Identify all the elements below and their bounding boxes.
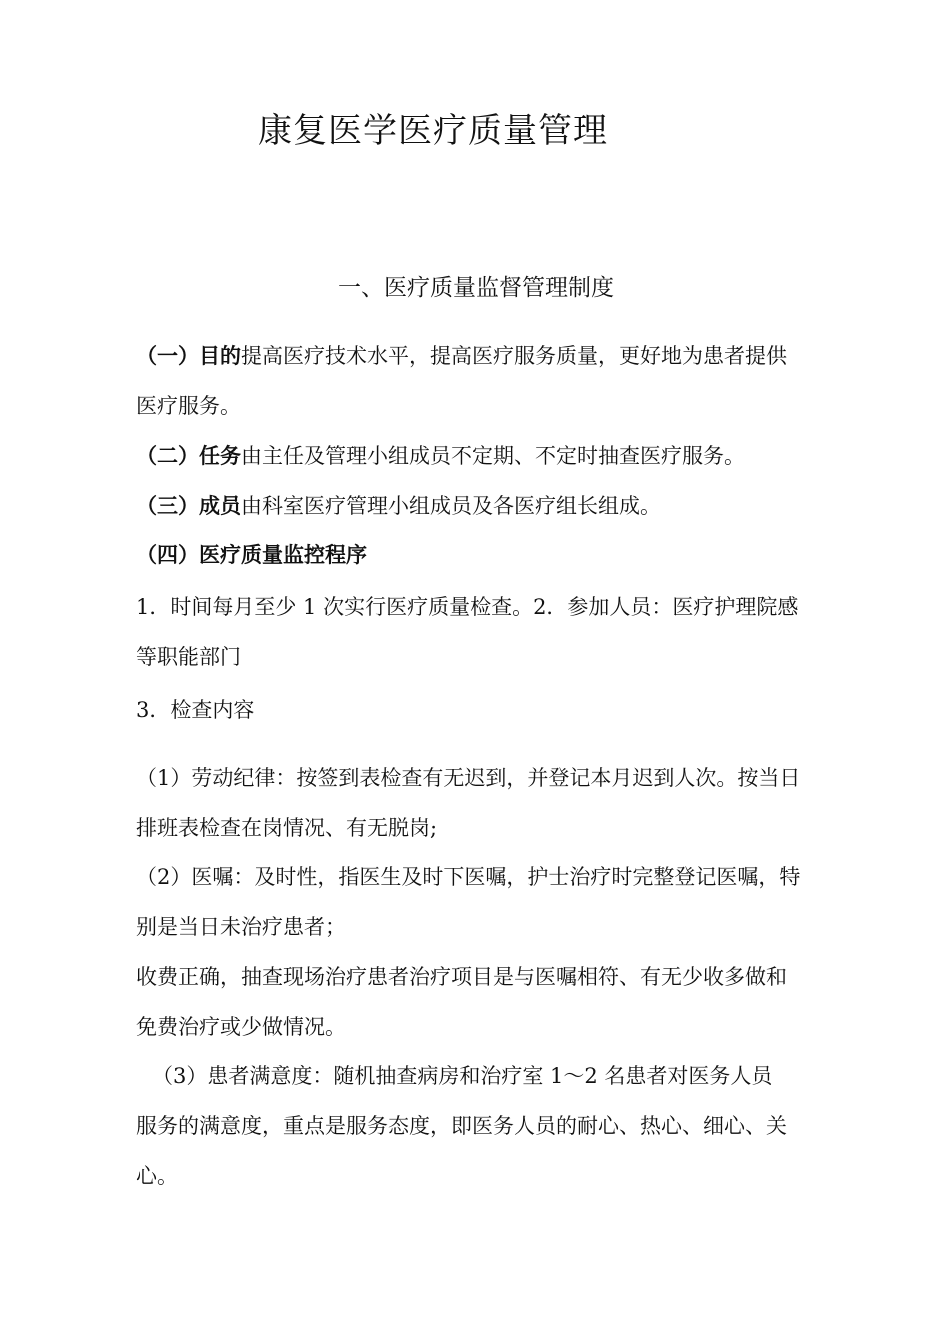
purpose-paragraph-line2: 医疗服务。: [136, 394, 241, 418]
procedure-heading: （四）医疗质量监控程序: [136, 543, 367, 567]
content-heading: 3．检查内容: [136, 698, 255, 722]
satisfaction-paragraph-line2: 服务的满意度，重点是服务态度，即医务人员的耐心、热心、细心、关: [136, 1114, 787, 1138]
task-paragraph: [136, 440, 745, 472]
satisfaction-paragraph-line1: （3）患者满意度：随机抽查病房和治疗室 1～2 名患者对医务人员: [152, 1064, 773, 1088]
members-paragraph: [136, 490, 661, 522]
orders-paragraph-line2: 别是当日未治疗患者；: [136, 915, 346, 939]
purpose-label: （一）目的: [136, 344, 241, 368]
purpose-paragraph-line1: [136, 340, 787, 372]
labor-paragraph-line1: （1）劳动纪律：按签到表检查有无迟到，并登记本月迟到人次。按当日: [136, 766, 801, 790]
labor-paragraph-line2: 排班表检查在岗情况、有无脱岗;: [136, 816, 438, 840]
fee-paragraph-line1: 收费正确，抽查现场治疗患者治疗项目是与医嘱相符、有无少收多做和: [136, 965, 787, 989]
task-text: 由主任及管理小组成员不定期、不定时抽查医疗服务。: [241, 444, 745, 468]
document-title: 康复医学医疗质量管理: [258, 111, 608, 151]
orders-paragraph-line1: （2）医嘱：及时性，指医生及时下医嘱，护士治疗时完整登记医嘱，特: [136, 865, 801, 889]
time-paragraph-line1: 1．时间每月至少 1 次实行医疗质量检查。2．参加人员：医疗护理院感: [136, 595, 799, 619]
fee-paragraph-line2: 免费治疗或少做情况。: [136, 1015, 346, 1039]
members-text: 由科室医疗管理小组成员及各医疗组长组成。: [241, 494, 661, 518]
satisfaction-paragraph-line3: 心。: [136, 1164, 178, 1188]
members-label: （三）成员: [136, 494, 241, 518]
time-paragraph-line2: 等职能部门: [136, 645, 241, 669]
purpose-text: 提高医疗技术水平，提高医疗服务质量，更好地为患者提供: [241, 344, 787, 368]
section-heading: 一、医疗质量监督管理制度: [338, 275, 614, 301]
task-label: （二）任务: [136, 444, 241, 468]
